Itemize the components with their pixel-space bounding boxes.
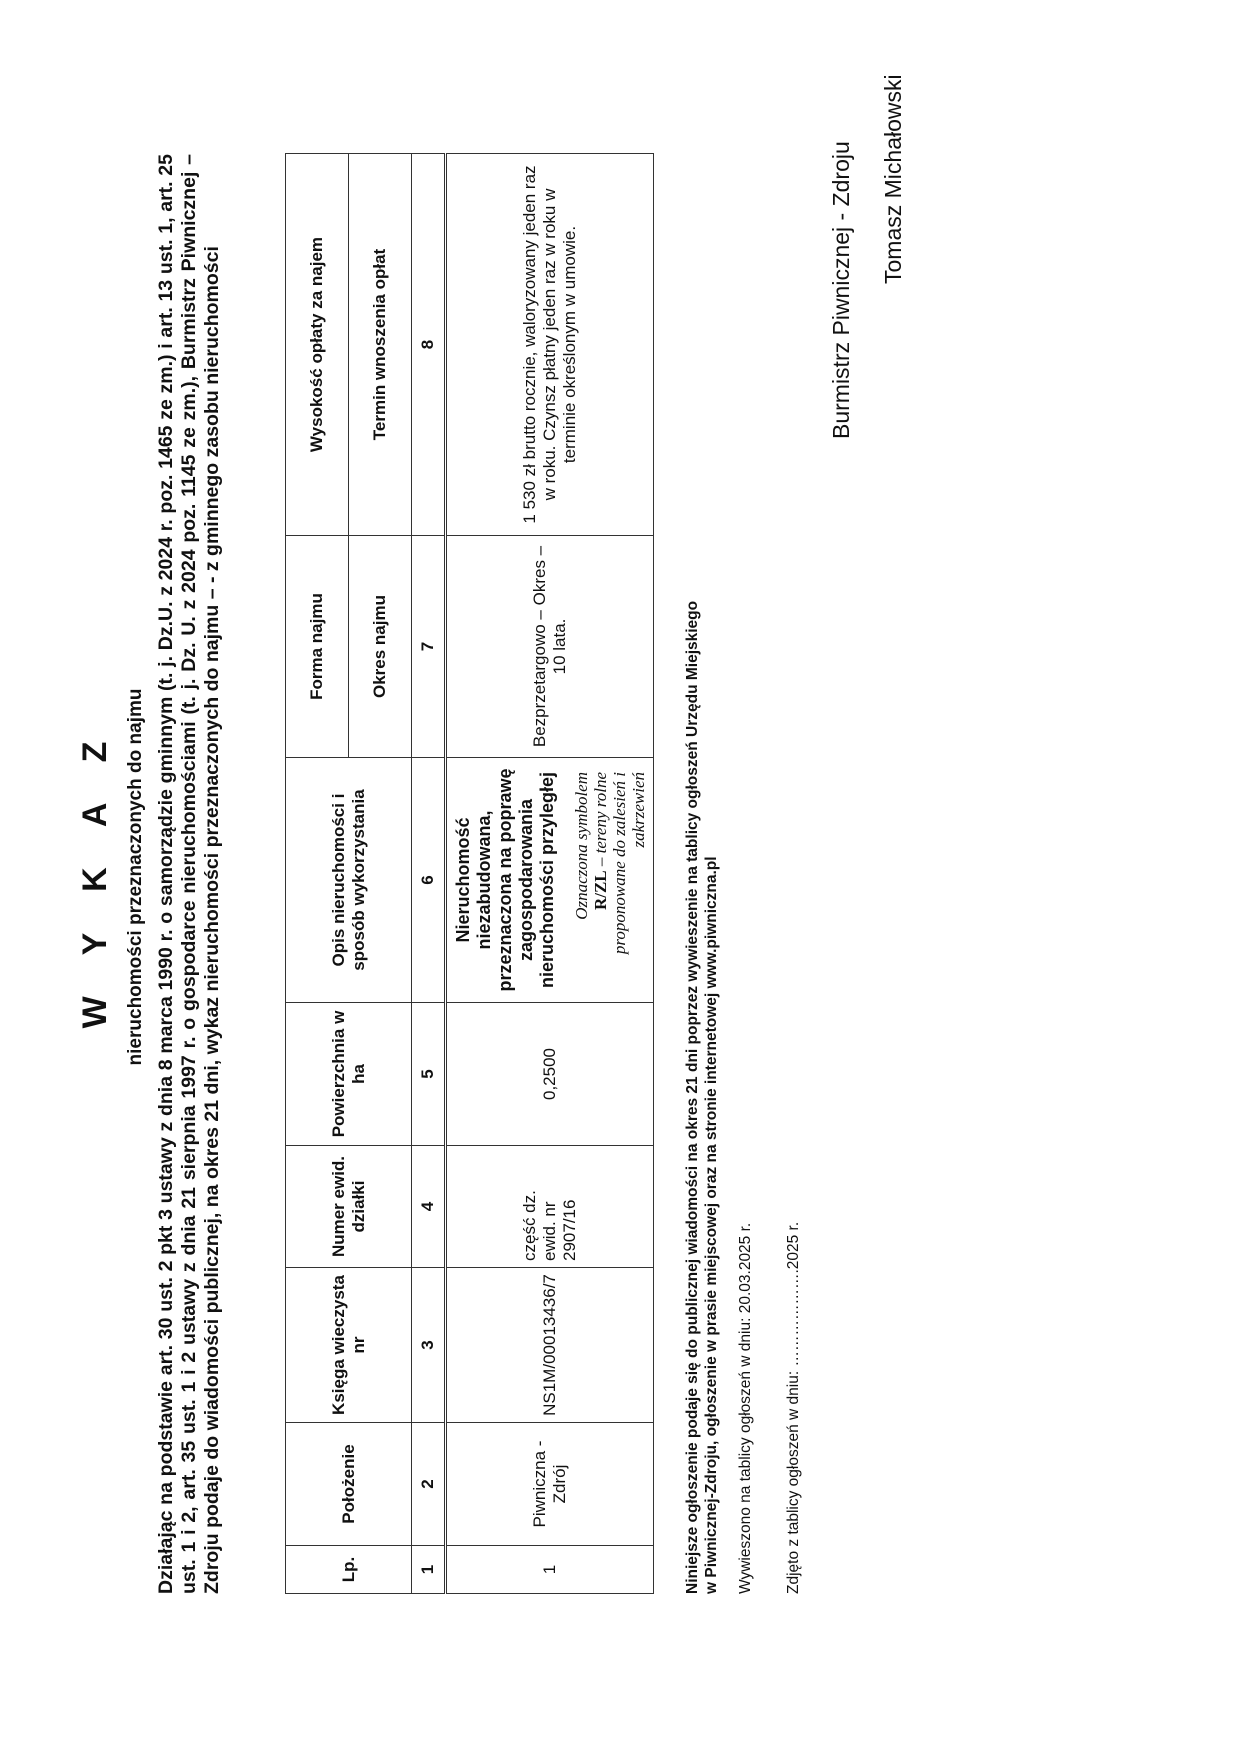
header-forma-najmu: Forma najmu [286, 536, 349, 758]
header-okres-najmu: Okres najmu [349, 536, 412, 758]
signer-role: Burmistrz Piwnicznej - Zdroju [828, 141, 854, 439]
cell-powierzchnia: 0,2500 [446, 1003, 654, 1146]
header-numer-dzialki: Numer ewid. działki [286, 1146, 412, 1268]
removed-date: Zdjęto z tablicy ogłoszeń w dniu: ……………….2025 r. [785, 1221, 802, 1594]
header-ksiega: Księga wieczysta nr [286, 1268, 412, 1423]
cell-numer-dzialki: część dz. ewid. nr 2907/16 [446, 1146, 654, 1268]
header-termin-oplat: Termin wnoszenia opłat [349, 154, 412, 536]
cell-ksiega: NS1M/00013436/7 [446, 1268, 654, 1423]
column-number: 5 [412, 1003, 446, 1146]
cell-polozenie: Piwniczna - Zdrój [446, 1423, 654, 1546]
column-number: 6 [412, 758, 446, 1003]
header-lp: Lp. [286, 1546, 412, 1594]
header-opis: Opis nieruchomości i sposób wykorzystania [286, 758, 412, 1003]
cell-lp: 1 [446, 1546, 654, 1594]
header-powierzchnia: Powierzchnia w ha [286, 1003, 412, 1146]
column-number: 1 [412, 1546, 446, 1594]
column-number: 2 [412, 1423, 446, 1546]
header-polozenie: Położenie [286, 1423, 412, 1546]
column-number: 4 [412, 1146, 446, 1268]
column-number: 3 [412, 1268, 446, 1423]
signer-name: Tomasz Michałowski [880, 74, 906, 284]
column-number: 7 [412, 536, 446, 758]
opis-symbol: R/ZL [590, 870, 610, 911]
cell-opis [446, 758, 654, 1003]
column-number-row [412, 154, 446, 1594]
opis-legend-text: – tereny rolne proponowane do zalesień i zakrzewień [590, 772, 648, 955]
intro-paragraph: Działając na podstawie art. 30 ust. 2 pkt 3 ustawy z dnia 8 marca 1990 r. o samorządzie gminnym (t. j. Dz.U. z 2024 r. poz. 1465 ze zm.) i art. 13 ust. 1, art. 25 ust. 1 i 2, art. 35 ust. 1 i 2 ustawy z dnia 21 sierpnia 1997 r. o gospodarce nieruchomościami (t. j. Dz. U. z 2024 poz. 1145 ze zm.), Burmistrz Piwnicznej – Zdroju podaje do wiadomości publicznej, na okres 21 dni, wykaz nieruchomości przeznaczonych do najmu – - z gminnego zasobu nieruchomości [155, 154, 223, 1594]
cell-forma-okres: Bezprzetargowo – Okres – 10 lata. [446, 536, 654, 758]
header-wysokosc-oplaty: Wysokość opłaty za najem [286, 154, 349, 536]
publication-notice: Niniejsze ogłoszenie podaje się do publicznej wiadomości na okres 21 dni poprzez wywieszenie na tablicy ogłoszeń Urzędu Miejskiego w Piwnicznej-Zdroju, ogłoszenie w prasie miejscowej oraz na stronie internetowej www.piwniczna.pl [684, 600, 720, 1594]
opis-main-text: Nieruchomość niezabudowana, przeznaczona na poprawę zagospodarowania nieruchomości przyległej [452, 768, 557, 992]
opis-legend [572, 764, 648, 996]
document-title: W Y K A Z [76, 725, 114, 1029]
property-table [285, 153, 654, 1594]
document-subtitle: nieruchomości przeznaczonych do najmu [125, 688, 146, 1066]
table-row [446, 154, 654, 1594]
posted-date: Wywieszono na tablicy ogłoszeń w dniu: 20.03.2025 r. [737, 1222, 754, 1594]
cell-oplata: 1 530 zł brutto rocznie, waloryzowany jeden raz w roku. Czynsz płatny jeden raz w roku w terminie określonym w umowie. [446, 154, 654, 536]
opis-legend-intro: Oznaczona symbolem [571, 772, 591, 920]
column-number: 8 [412, 154, 446, 536]
